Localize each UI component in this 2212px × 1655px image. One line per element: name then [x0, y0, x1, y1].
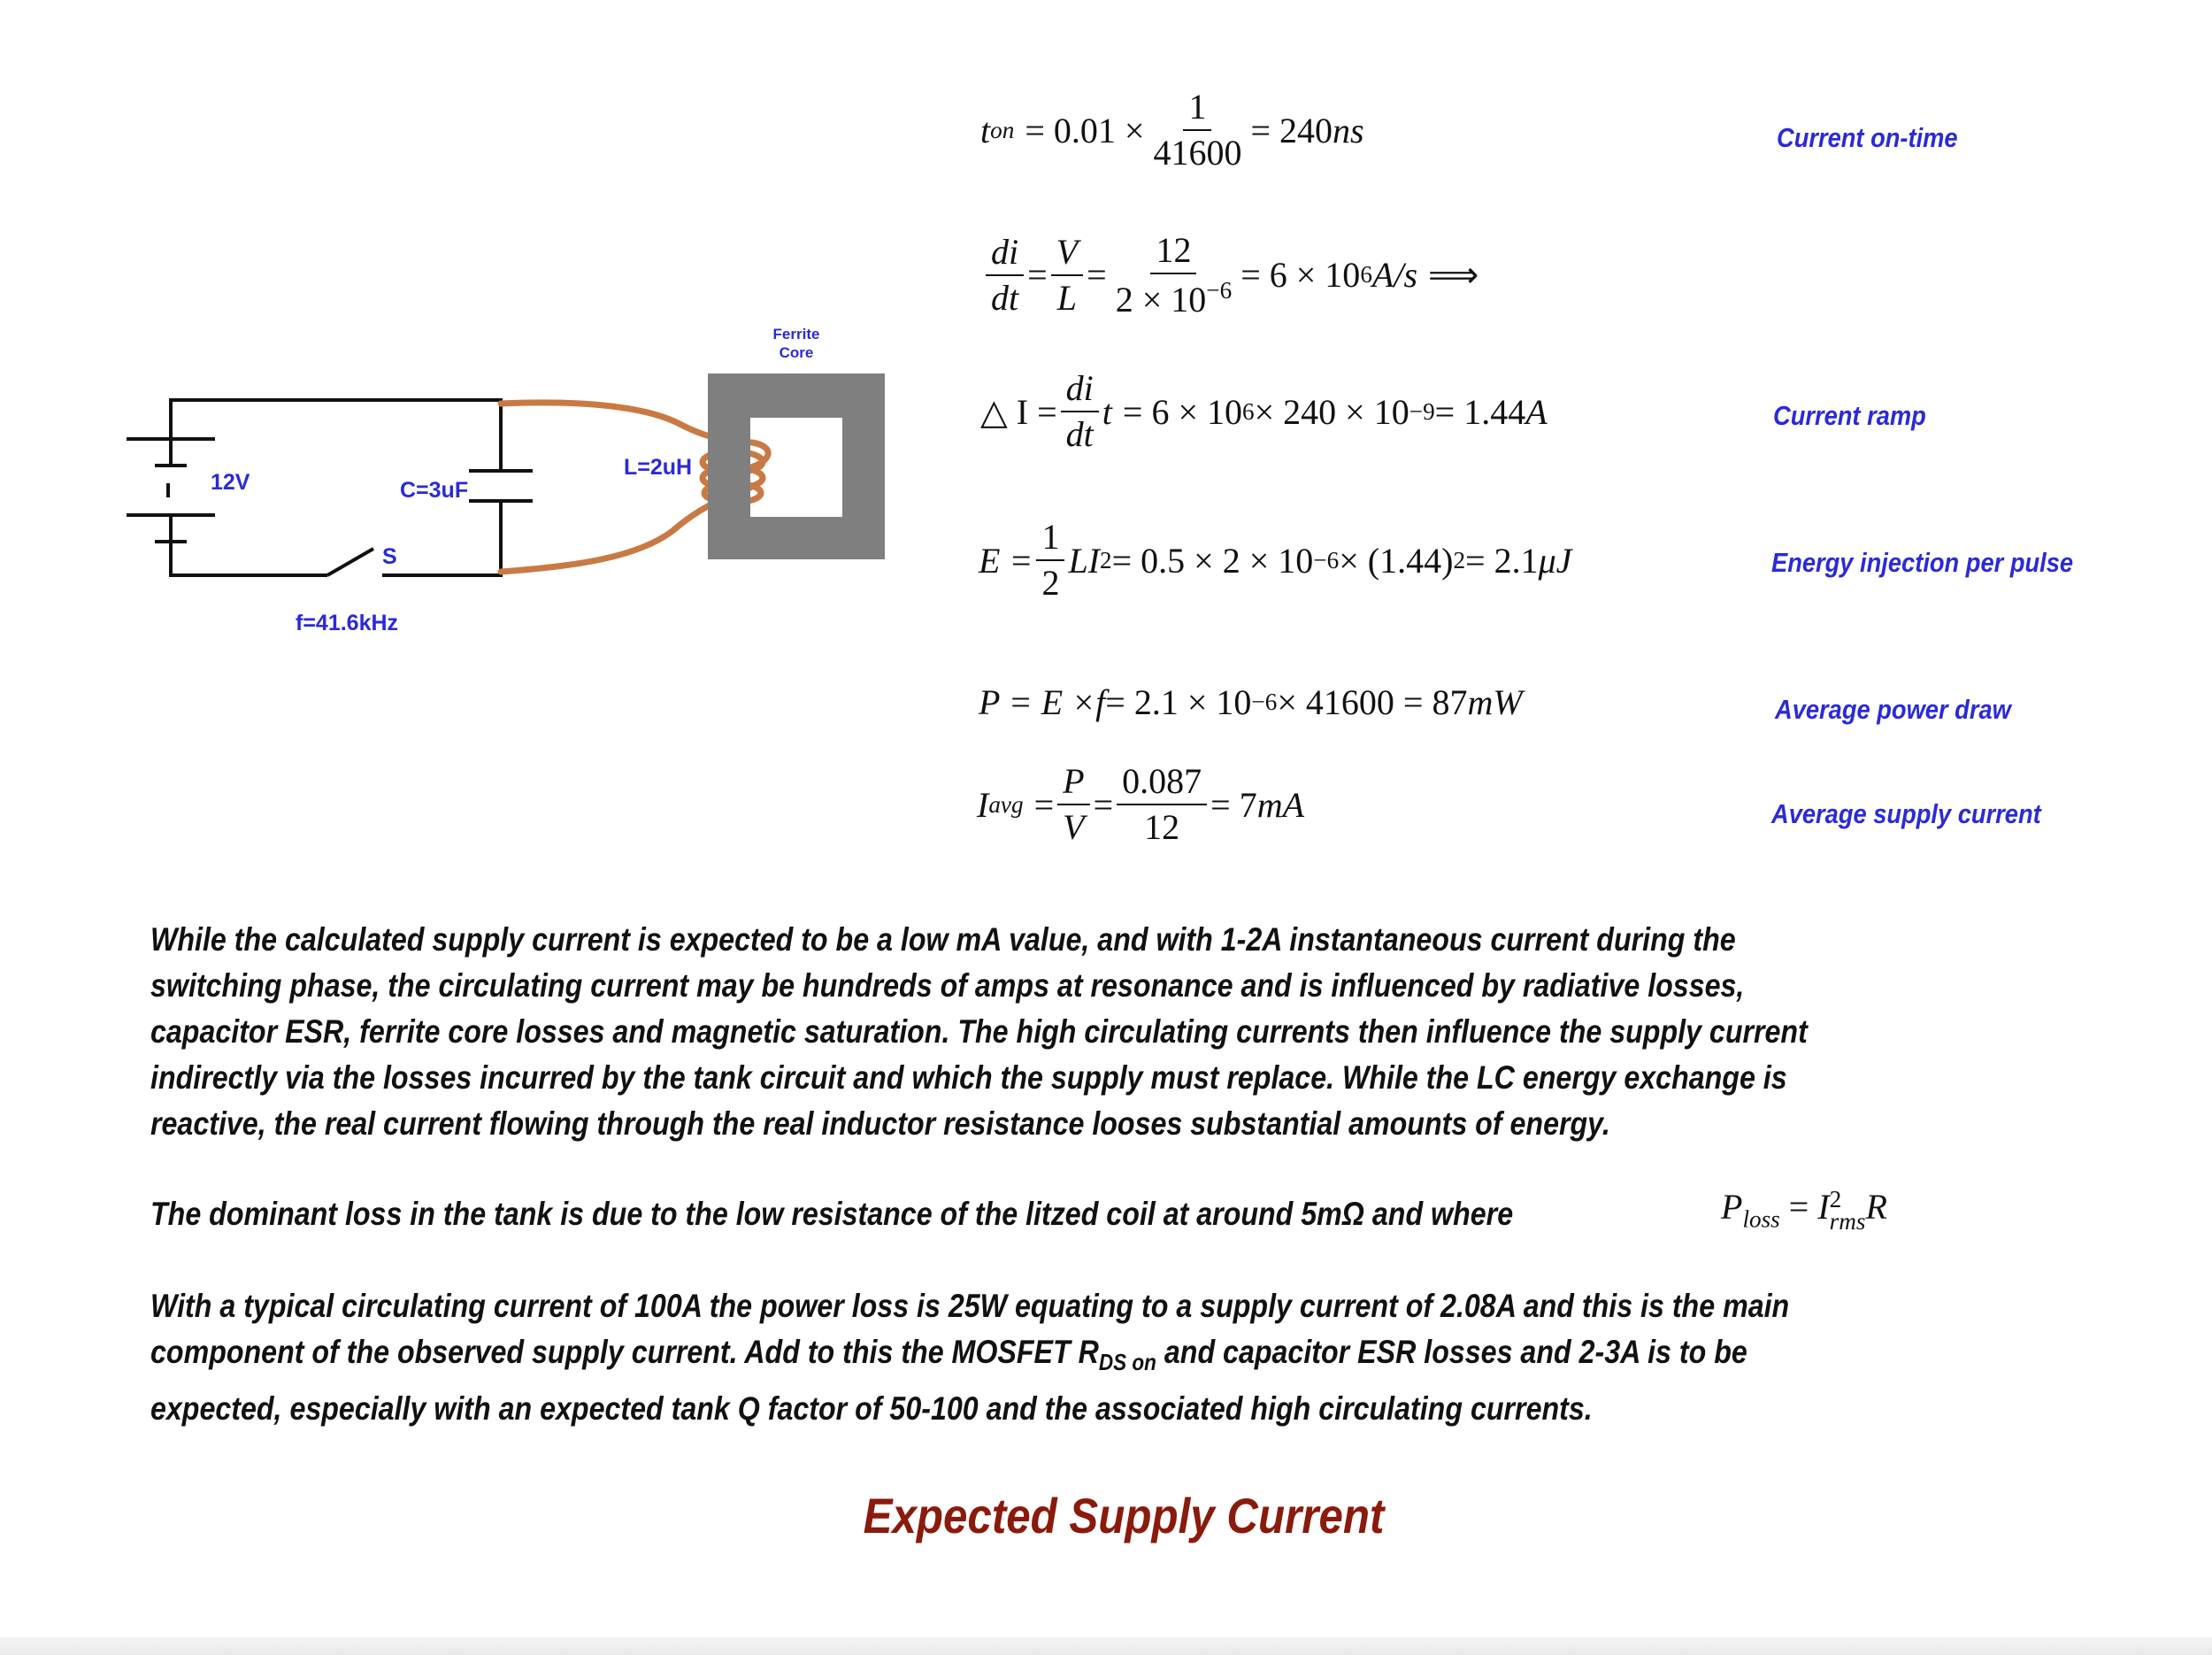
equation-i-avg: I avg = $\frac{P}{V}$ = $\frac{0.087}{12}$ = 7 mA	[977, 761, 1305, 847]
core-label-line1: Ferrite	[772, 326, 820, 343]
equation-p-loss: $P_{loss} = I$ 2 rms R	[1721, 1186, 1887, 1235]
note-energy-injection: Energy injection per pulse	[1771, 547, 2074, 578]
equation-on-time: t on = 0.01 × $\frac{1}{41600}$ = 240 ns	[980, 87, 1364, 173]
capacitor-label: C=3uF	[400, 478, 469, 503]
core-label-line2: Core	[779, 344, 814, 361]
circuit-diagram	[0, 0, 920, 673]
equation-delta-i: △ I = $\frac{di}{dt}$ t = 6 × 10 6 × 240 × 10 −9 = 1.44 A	[980, 368, 1548, 454]
equation-di-dt: $\frac{di}{dt}$ = $\frac{V}{L}$ = $\frac{12}{2 \times 10^{-6}}$ = 6 × 10 6 A/s ⟹	[982, 232, 1479, 319]
ferrite-core	[708, 373, 885, 559]
paragraph-3: With a typical circulating current of 100A the power loss is 25W equating to a supply current of 2.08A and this is the main component of the observed supply current. Add to this the MOSFET $R_{DS on}$ and capacitor ESR losses and 2-3A is to be expected, especially with an expected tank Q factor of 50-100 and the associated high circulating currents.	[150, 1288, 1790, 1427]
note-current-on-time: Current on-time	[1777, 122, 1958, 153]
frequency-label: f=41.6kHz	[296, 611, 399, 635]
equation-energy: E = $\frac{1}{2}$ LI 2 = 0.5 × 2 × 10 −6 × (1.44) 2 = 2.1 μJ	[979, 517, 1572, 603]
note-average-supply-current: Average supply current	[1771, 798, 2041, 829]
paragraph-2: The dominant loss in the tank is due to the low resistance of the litzed coil at around 5mΩ and where	[150, 1196, 1514, 1232]
page-title: Expected Supply Current	[863, 1488, 1385, 1543]
paragraph-dominant-loss	[150, 1191, 1875, 1237]
capacitor-symbol	[469, 471, 533, 501]
equation-power: P = E × f = 2.1 × 10 −6 × 41600 = 87 mW	[979, 682, 1523, 722]
bottom-band	[0, 1637, 2212, 1655]
inductor-label: L=2uH	[624, 455, 693, 480]
paragraph-1: While the calculated supply current is expected to be a low mA value, and with 1-2A instantaneous current during the switching phase, the circulating current may be hundreds of amps at resonance and is influenced by radiative losses, capacitor ESR, ferrite core losses and magnetic saturation. The high circulating currents then influence the supply current indirectly via the losses incurred by the tank circuit and which the supply must replace. While the LC energy exchange is reactive, the real current flowing through the real inductor resistance looses substantial amounts of energy.	[150, 921, 1808, 1142]
battery-label: 12V	[211, 470, 250, 495]
paragraph-explanation	[150, 917, 1875, 1147]
note-current-ramp: Current ramp	[1773, 400, 1926, 431]
switch-label: S	[382, 544, 397, 569]
note-average-power: Average power draw	[1775, 694, 2011, 725]
paragraph-circulating-current	[150, 1283, 1875, 1432]
